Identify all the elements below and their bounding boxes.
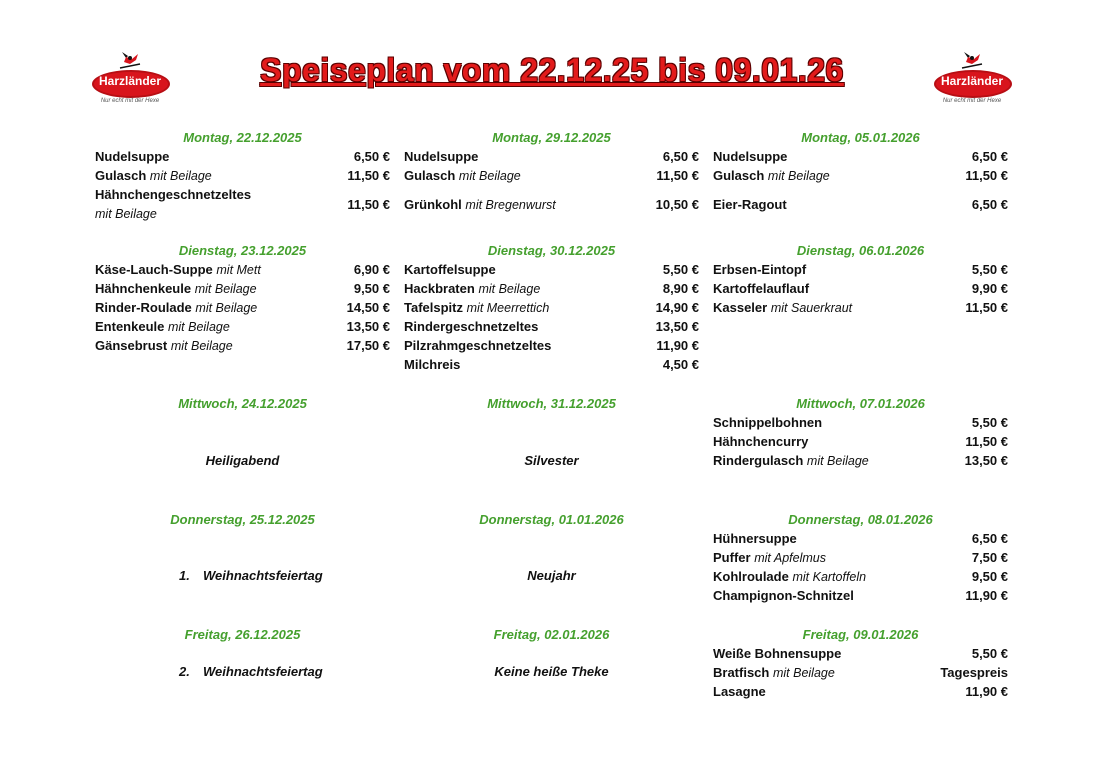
dish-name: Hühnersuppe <box>713 531 797 546</box>
day-block <box>95 510 390 529</box>
dish-name: Hähnchengeschnetzeltes <box>95 187 252 202</box>
dish-price: 13,50 € <box>346 319 390 334</box>
logo-tagline: Nur echt mit der Hexe <box>100 98 160 104</box>
dish-row <box>713 682 1008 701</box>
day-header: Mittwoch, 07.01.2026 <box>796 396 925 411</box>
dish-name: Bratfisch <box>713 665 770 680</box>
dish-price: 8,90 € <box>662 281 699 296</box>
dish-row <box>713 432 1008 451</box>
dish-price: 9,50 € <box>353 281 390 296</box>
day-header: Dienstag, 30.12.2025 <box>487 243 616 258</box>
dish-side: mit Kartoffeln <box>792 570 867 584</box>
day-header: Montag, 22.12.2025 <box>183 130 302 145</box>
day-header: Mittwoch, 31.12.2025 <box>487 396 616 411</box>
dish-price: Tagespreis <box>940 665 1008 680</box>
dish-row <box>713 586 1008 605</box>
dish-price: 14,50 € <box>346 300 390 315</box>
day-header: Freitag, 09.01.2026 <box>802 627 919 642</box>
dish-side: mit Beilage <box>195 301 258 315</box>
dish-row <box>713 298 1008 317</box>
dish-name: Hähnchenkeule <box>95 281 192 296</box>
day-header: Dienstag, 23.12.2025 <box>178 243 307 258</box>
dish-price: 11,90 € <box>965 684 1008 699</box>
dish-name: Kohlroulade <box>713 569 789 584</box>
dish-name: Erbsen-Eintopf <box>713 262 807 277</box>
dish-price: 4,50 € <box>662 357 699 372</box>
dish-price: 6,50 € <box>971 531 1008 546</box>
dish-row <box>713 260 1008 279</box>
dish-price: 6,90 € <box>353 262 390 277</box>
dish-name: Hähnchencurry <box>713 434 809 449</box>
dish-row <box>713 451 1008 470</box>
dish-name: Gulasch <box>404 168 456 183</box>
dish-price: 11,50 € <box>347 168 390 183</box>
holiday-text: Weihnachtsfeiertag <box>203 664 323 679</box>
dish-price: 9,50 € <box>971 569 1008 584</box>
dish-price: 11,50 € <box>965 434 1008 449</box>
dish-side: mit Mett <box>216 263 261 277</box>
dish-row <box>713 147 1008 166</box>
dish-name: Pilzrahmgeschnetzeltes <box>404 338 552 353</box>
dish-row <box>95 336 390 355</box>
day-block <box>713 394 1008 470</box>
dish-name: Rindergeschnetzeltes <box>404 319 539 334</box>
day-block <box>713 625 1008 701</box>
dish-name: Entenkeule <box>95 319 165 334</box>
dish-price: 10,50 € <box>655 196 699 212</box>
dish-row <box>713 567 1008 586</box>
dish-price: 5,50 € <box>971 262 1008 277</box>
dish-row <box>95 279 390 298</box>
dish-side: mit Beilage <box>806 454 869 468</box>
holiday-text: Weihnachtsfeiertag <box>203 568 323 583</box>
day-header: Freitag, 26.12.2025 <box>184 627 301 642</box>
dish-name: Puffer <box>713 550 751 565</box>
dish-name: Weiße Bohnensuppe <box>713 646 842 661</box>
day-block <box>404 394 699 413</box>
dish-price: 6,50 € <box>662 149 699 164</box>
dish-side: mit Beilage <box>478 282 541 296</box>
dish-price: 11,50 € <box>965 300 1008 315</box>
dish-row <box>404 279 699 298</box>
dish-price: 6,50 € <box>353 149 390 164</box>
dish-row <box>713 548 1008 567</box>
dish-price: 6,50 € <box>971 196 1008 212</box>
dish-row <box>713 413 1008 432</box>
day-block <box>713 510 1008 605</box>
dish-side: mit Beilage <box>167 320 230 334</box>
dish-price: 13,50 € <box>964 453 1008 468</box>
holiday-number: 2. <box>179 664 190 679</box>
dish-row <box>95 317 390 336</box>
dish-name: Grünkohl <box>404 196 462 212</box>
holiday-note: Silvester <box>524 453 579 468</box>
day-block <box>95 128 390 224</box>
dish-price: 11,90 € <box>965 588 1008 603</box>
holiday-note: Heiligabend <box>205 453 280 468</box>
dish-name: Rindergulasch <box>713 453 804 468</box>
dish-row <box>713 663 1008 682</box>
dish-side: mit Beilage <box>772 666 835 680</box>
dish-side: mit Beilage <box>149 169 212 183</box>
day-block <box>404 625 699 644</box>
dish-side: mit Beilage <box>458 169 521 183</box>
holiday-note: Keine heiße Theke <box>494 664 609 679</box>
dish-row <box>95 166 390 185</box>
dish-row <box>713 529 1008 548</box>
dish-name: Nudelsuppe <box>404 149 479 164</box>
dish-name: Kartoffelauflauf <box>713 281 810 296</box>
page-title: Speiseplan vom 22.12.25 bis 09.01.26 <box>260 52 844 88</box>
dish-name: Kasseler <box>713 300 768 315</box>
day-block <box>713 128 1008 223</box>
dish-name: Champignon-Schnitzel <box>713 588 854 603</box>
holiday-note <box>95 664 390 679</box>
dish-side: mit Meerrettich <box>466 301 550 315</box>
dish-row <box>404 298 699 317</box>
dish-name: Nudelsuppe <box>713 149 788 164</box>
day-block <box>404 128 699 223</box>
dish-price: 13,50 € <box>655 319 699 334</box>
day-header: Donnerstag, 25.12.2025 <box>170 512 315 527</box>
day-block <box>713 241 1008 317</box>
dish-side: mit Bregenwurst <box>465 197 556 212</box>
dish-name: Tafelspitz <box>404 300 463 315</box>
harzlaender-logo-left <box>90 50 170 108</box>
logo-brand: Harzländer <box>98 74 162 88</box>
dish-price: 17,50 € <box>346 338 390 353</box>
day-header: Donnerstag, 01.01.2026 <box>479 512 624 527</box>
dish-name: Milchreis <box>404 357 461 372</box>
dish-name: Rinder-Roulade <box>95 300 192 315</box>
dish-side: mit Apfelmus <box>754 551 826 565</box>
harzlaender-logo-right <box>932 50 1012 108</box>
dish-name: Gänsebrust <box>95 338 168 353</box>
dish-row <box>95 185 390 224</box>
dish-price: 6,50 € <box>971 149 1008 164</box>
dish-name: Käse-Lauch-Suppe <box>95 262 213 277</box>
witch-icon <box>960 50 984 72</box>
dish-side: mit Beilage <box>170 339 233 353</box>
day-block <box>404 510 699 529</box>
dish-name: Hackbraten <box>404 281 475 296</box>
dish-row <box>713 279 1008 298</box>
logo-brand: Harzländer <box>940 74 1004 88</box>
day-block <box>95 625 390 644</box>
dish-name: Kartoffelsuppe <box>404 262 496 277</box>
dish-name: Gulasch <box>95 168 147 183</box>
dish-name: Schnippelbohnen <box>713 415 823 430</box>
dish-row <box>404 260 699 279</box>
day-header: Montag, 05.01.2026 <box>801 130 920 145</box>
dish-row <box>404 317 699 336</box>
dish-price: 11,90 € <box>656 338 699 353</box>
dish-name: Gulasch <box>713 168 765 183</box>
dish-row <box>404 185 699 223</box>
day-header: Donnerstag, 08.01.2026 <box>788 512 933 527</box>
dish-row <box>713 644 1008 663</box>
dish-name: Lasagne <box>713 684 766 699</box>
dish-row <box>713 185 1008 223</box>
witch-icon <box>118 50 142 72</box>
dish-row <box>95 298 390 317</box>
dish-price: 7,50 € <box>971 550 1008 565</box>
dish-side: mit Beilage <box>194 282 257 296</box>
dish-row <box>404 336 699 355</box>
holiday-number: 1. <box>179 568 190 583</box>
dish-price: 11,50 € <box>965 168 1008 183</box>
dish-price: 9,90 € <box>971 281 1008 296</box>
day-header: Freitag, 02.01.2026 <box>493 627 610 642</box>
day-block <box>404 241 699 374</box>
dish-price: 5,50 € <box>971 415 1008 430</box>
dish-price: 5,50 € <box>971 646 1008 661</box>
day-header: Montag, 29.12.2025 <box>492 130 611 145</box>
day-block <box>95 241 390 355</box>
dish-row <box>95 260 390 279</box>
dish-price: 11,50 € <box>347 197 390 212</box>
day-header: Dienstag, 06.01.2026 <box>796 243 925 258</box>
dish-price: 14,90 € <box>655 300 699 315</box>
dish-name: Nudelsuppe <box>95 149 170 164</box>
dish-side: mit Sauerkraut <box>770 301 853 315</box>
day-block <box>95 394 390 413</box>
dish-row <box>713 166 1008 185</box>
dish-price: 11,50 € <box>656 168 699 183</box>
dish-row <box>95 147 390 166</box>
holiday-note: Neujahr <box>527 568 576 583</box>
day-header: Mittwoch, 24.12.2025 <box>178 396 307 411</box>
logo-tagline: Nur echt mit der Hexe <box>942 98 1002 104</box>
dish-side: mit Beilage <box>767 169 830 183</box>
dish-price: 5,50 € <box>662 262 699 277</box>
dish-row <box>404 355 699 374</box>
dish-row <box>404 166 699 185</box>
dish-row <box>404 147 699 166</box>
dish-side: mit Beilage <box>95 207 157 221</box>
holiday-note <box>95 568 390 583</box>
dish-name: Eier-Ragout <box>713 196 787 212</box>
